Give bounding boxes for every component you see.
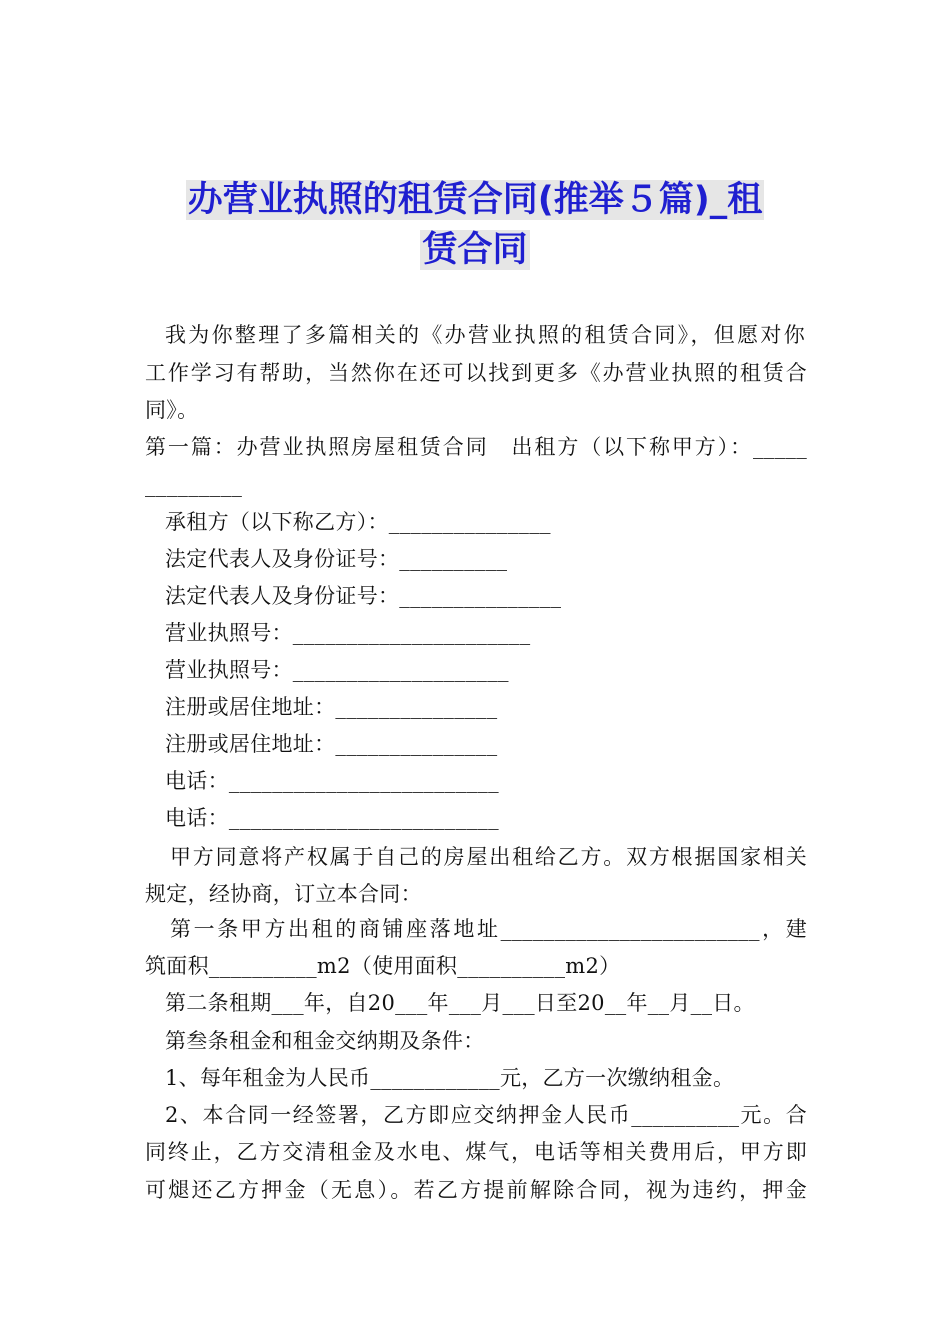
item-2-line-3: 可煺还乙方押金（无息）。若乙方提前解除合同，视为违约，押金 [145,1178,807,1202]
intro-line-1: 我为你整理了多篇相关的《办营业执照的租赁合同》，但愿对你 [165,323,805,347]
field-legal-rep-id-1: 法定代表人及身份证号：__________ [165,547,508,571]
clause-1-line-2: 筑面积__________m2（使用面积__________m2） [145,954,621,978]
agreement-line-2: 规定，经协商，订立本合同： [145,882,422,906]
item-2-line-2: 同终止，乙方交清租金及水电、煤气，电话等相关费用后，甲方即 [145,1140,807,1164]
agreement-line-1: 甲方同意将产权属于自己的房屋出租给乙方。双方根据国家相关 [170,845,807,869]
clause-3-rent: 第叁条租金和租金交纳期及条件： [165,1029,485,1053]
article-1-heading: 第一篇：办营业执照房屋租赁合同 出租方（以下称甲方）：_____ [145,435,807,459]
field-phone-1: 电话：_________________________ [165,769,499,793]
field-legal-rep-id-2: 法定代表人及身份证号：_______________ [165,584,562,608]
field-address-1: 注册或居住地址：_______________ [165,695,498,719]
field-lessee: 承租方（以下称乙方）：_______________ [165,510,551,534]
field-business-license-1: 营业执照号：______________________ [165,621,531,645]
document-title-line-2: 赁合同 [422,230,528,270]
item-1-annual-rent: 1、每年租金为人民币____________元，乙方一次缴纳租金。 [165,1066,735,1090]
clause-1-line-1: 第一条甲方出租的商铺座落地址________________________，建 [170,917,807,941]
field-business-license-2: 营业执照号：____________________ [165,658,509,682]
document-title-line-1: 办营业执照的租赁合同(推举５篇)_租 [187,180,763,220]
clause-2-term: 第二条租期___年，自20___年___月___日至20__年__月__日。 [165,991,755,1015]
field-address-2: 注册或居住地址：_______________ [165,732,498,756]
article-1-heading-continuation: _________ [145,473,243,497]
item-2-line-1: 2、本合同一经签署，乙方即应交纳押金人民币__________元。合 [165,1103,807,1127]
field-phone-2: 电话：_________________________ [165,806,499,830]
intro-line-3: 同》。 [145,398,199,422]
intro-line-2: 工作学习有帮助，当然你在还可以找到更多《办营业执照的租赁合 [145,361,807,385]
